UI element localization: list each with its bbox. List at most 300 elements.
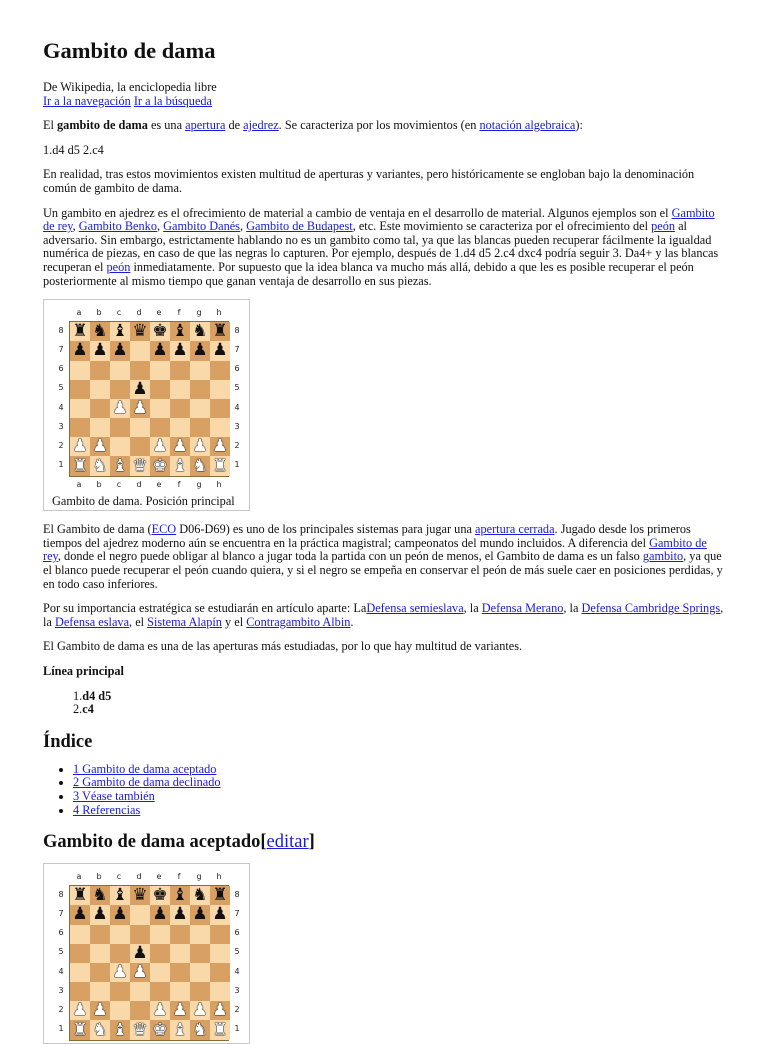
black-queen-icon: ♛ — [132, 885, 148, 906]
link-gambito[interactable]: gambito — [642, 549, 684, 564]
board-square — [170, 925, 190, 944]
rank-label: 7 — [234, 345, 240, 355]
text: ): — [575, 118, 583, 133]
rank-labels-right — [229, 885, 245, 1041]
toc-heading: Índice — [43, 731, 93, 752]
link-gambito-danes[interactable]: Gambito Danés — [163, 219, 240, 234]
board-square — [150, 322, 170, 341]
move-number: 1. — [73, 688, 83, 703]
rank-label: 8 — [234, 325, 240, 335]
text: . — [350, 614, 354, 629]
board-square — [190, 322, 210, 341]
board-square — [90, 886, 110, 905]
board-square — [70, 1020, 90, 1039]
link-cambridge-springs[interactable]: Defensa Cambridge Springs — [581, 601, 721, 616]
text: , — [72, 219, 79, 234]
search-link[interactable]: Ir a la búsqueda — [133, 93, 213, 108]
board-square — [210, 886, 230, 905]
board-square — [90, 380, 110, 399]
file-label: e — [156, 479, 162, 489]
white-bishop-icon: ♝ — [172, 1019, 188, 1040]
file-label: h — [216, 872, 222, 882]
rank-label: 2 — [58, 1005, 64, 1015]
black-rook-icon: ♜ — [212, 885, 228, 906]
board-square — [70, 380, 90, 399]
file-label: a — [76, 308, 82, 318]
rank-label: 4 — [58, 966, 64, 976]
board-square — [210, 925, 230, 944]
body-paragraph-1 — [43, 523, 724, 591]
file-label: f — [177, 479, 181, 489]
board-square — [150, 418, 170, 437]
board-square — [130, 380, 150, 399]
board-square — [210, 1020, 230, 1039]
board-square — [70, 437, 90, 456]
tagline: De Wikipedia, la enciclopedia libre — [43, 80, 217, 94]
edit-bracket: ] — [308, 832, 315, 853]
link-albin[interactable]: Contragambito Albin — [246, 614, 351, 629]
black-bishop-icon: ♝ — [172, 885, 188, 906]
rank-label: 7 — [58, 909, 64, 919]
board-square — [190, 905, 210, 924]
black-knight-icon: ♞ — [192, 885, 208, 906]
black-pawn-icon: ♟ — [152, 904, 168, 925]
article-subheader — [43, 81, 724, 108]
white-pawn-icon: ♟ — [132, 397, 148, 418]
text: , — [239, 219, 247, 234]
chess-board — [69, 885, 229, 1041]
board-square — [90, 399, 110, 418]
section-heading — [43, 831, 724, 853]
white-king-icon: ♚ — [152, 455, 168, 476]
board-square — [70, 456, 90, 475]
file-label: g — [196, 872, 202, 882]
board-square — [110, 905, 130, 924]
black-pawn-icon: ♟ — [72, 904, 88, 925]
file-label: e — [156, 308, 162, 318]
board-square — [110, 1020, 130, 1039]
white-pawn-icon: ♟ — [212, 1000, 228, 1021]
file-label: e — [156, 872, 162, 882]
board-square — [190, 456, 210, 475]
board-square — [110, 361, 130, 380]
file-label: g — [196, 479, 202, 489]
white-knight-icon: ♞ — [192, 455, 208, 476]
white-pawn-icon: ♟ — [212, 436, 228, 457]
board-square — [110, 982, 130, 1001]
black-knight-icon: ♞ — [92, 885, 108, 906]
board-square — [210, 437, 230, 456]
rank-label: 3 — [234, 985, 240, 995]
bold-term: gambito de dama — [57, 118, 148, 133]
text: de — [225, 118, 244, 133]
rank-label: 3 — [234, 421, 240, 431]
black-queen-icon: ♛ — [132, 321, 148, 342]
board-square — [130, 456, 150, 475]
white-pawn-icon: ♟ — [172, 1000, 188, 1021]
board-square — [170, 361, 190, 380]
board-square — [70, 963, 90, 982]
link-notacion[interactable]: notación algebraica — [479, 118, 576, 133]
board-square — [90, 341, 110, 360]
board-square — [110, 886, 130, 905]
link-gambito-rey[interactable]: Gambito de rey — [43, 205, 715, 234]
file-labels-top — [69, 305, 229, 321]
white-pawn-icon: ♟ — [192, 1000, 208, 1021]
body-paragraph-3: El Gambito de dama es una de las aperturas más estudiadas, por lo que hay multitud de variantes. — [43, 639, 523, 654]
move-text: c4 — [82, 702, 94, 717]
board-square — [170, 437, 190, 456]
black-bishop-icon: ♝ — [112, 321, 128, 342]
rank-label: 7 — [58, 345, 64, 355]
white-queen-icon: ♛ — [132, 1019, 148, 1040]
black-pawn-icon: ♟ — [132, 942, 148, 963]
link-ajedrez[interactable]: ajedrez — [243, 118, 279, 133]
white-pawn-icon: ♟ — [172, 436, 188, 457]
white-queen-icon: ♛ — [132, 455, 148, 476]
board-square — [170, 886, 190, 905]
main-line-list — [73, 690, 724, 717]
rank-label: 1 — [234, 1024, 240, 1034]
chess-diagram-2 — [43, 863, 250, 1044]
file-label: a — [76, 872, 82, 882]
white-bishop-icon: ♝ — [112, 455, 128, 476]
file-label: h — [216, 479, 222, 489]
board-square — [190, 418, 210, 437]
board-square — [110, 925, 130, 944]
link-merano[interactable]: Defensa Merano — [481, 601, 564, 616]
board-square — [210, 456, 230, 475]
link-eco[interactable]: ECO — [151, 522, 177, 537]
jump-links — [43, 95, 724, 109]
white-knight-icon: ♞ — [92, 455, 108, 476]
file-label: d — [136, 308, 142, 318]
rank-label: 5 — [58, 947, 64, 957]
rank-label: 8 — [58, 889, 64, 899]
text: , ya que el blanco puede recuperar el peón cuando quiera, y si el negro se empeña en conservar el peón de más suele caer en posiciones perdidas, y en todo caso inferiores. — [43, 549, 723, 591]
link-peon[interactable]: peón — [651, 219, 676, 234]
board-square — [70, 944, 90, 963]
edit-link[interactable]: editar — [266, 832, 309, 853]
board-square — [110, 963, 130, 982]
board-square — [170, 963, 190, 982]
white-pawn-icon: ♟ — [112, 397, 128, 418]
file-label: b — [96, 308, 102, 318]
link-alapin[interactable]: Sistema Alapín — [147, 614, 222, 629]
board-square — [170, 341, 190, 360]
file-label: b — [96, 479, 102, 489]
board-square — [150, 380, 170, 399]
board-square — [110, 456, 130, 475]
rank-label: 8 — [58, 325, 64, 335]
link-apertura[interactable]: apertura — [185, 118, 226, 133]
file-label: b — [96, 872, 102, 882]
rank-label: 4 — [234, 966, 240, 976]
black-king-icon: ♚ — [152, 885, 168, 906]
white-rook-icon: ♜ — [212, 455, 228, 476]
file-labels-top — [69, 869, 229, 885]
black-pawn-icon: ♟ — [172, 340, 188, 361]
board-square — [150, 925, 170, 944]
link-gambito-budapest[interactable]: Gambito de Budapest — [246, 219, 353, 234]
board-square — [210, 905, 230, 924]
board-square — [170, 944, 190, 963]
text: , — [156, 219, 164, 234]
board-square — [150, 361, 170, 380]
white-knight-icon: ♞ — [192, 1019, 208, 1040]
list-item — [73, 690, 724, 704]
board-square — [90, 1020, 110, 1039]
board-square — [210, 944, 230, 963]
board-square — [130, 1001, 150, 1020]
board-square — [190, 399, 210, 418]
white-knight-icon: ♞ — [92, 1019, 108, 1040]
board-square — [90, 944, 110, 963]
white-king-icon: ♚ — [152, 1019, 168, 1040]
black-knight-icon: ♞ — [92, 321, 108, 342]
rank-labels-left — [53, 885, 69, 1041]
rank-label: 2 — [234, 441, 240, 451]
board-square — [150, 905, 170, 924]
board-square — [90, 982, 110, 1001]
white-pawn-icon: ♟ — [92, 436, 108, 457]
text: . Se caracteriza por los movimientos (en — [278, 118, 480, 133]
board-square — [130, 925, 150, 944]
rank-label: 2 — [234, 1005, 240, 1015]
board-square — [130, 322, 150, 341]
board-square — [170, 982, 190, 1001]
text: El — [43, 118, 58, 133]
board-square — [130, 341, 150, 360]
board-square — [190, 380, 210, 399]
board-square — [70, 982, 90, 1001]
rank-label: 2 — [58, 441, 64, 451]
toc-list — [43, 763, 724, 817]
text: , la — [43, 601, 724, 629]
board-square — [190, 341, 210, 360]
toc-link[interactable]: 4 Referencias — [73, 802, 141, 817]
link-gambito-benko[interactable]: Gambito Benko — [78, 219, 157, 234]
board-square — [190, 1020, 210, 1039]
text: , etc. Este movimiento se caracteriza por el ofrecimiento del — [352, 219, 652, 234]
rank-label: 6 — [58, 364, 64, 374]
board-square — [70, 361, 90, 380]
rank-label: 5 — [234, 947, 240, 957]
diagram-caption: Gambito de dama. Posición principal — [52, 493, 235, 508]
board-square — [70, 1001, 90, 1020]
link-apertura-cerrada[interactable]: apertura cerrada — [475, 522, 555, 537]
text: , la — [463, 601, 482, 616]
board-square — [190, 437, 210, 456]
board-square — [90, 361, 110, 380]
text: Por su importancia estratégica se estudiarán en artículo aparte: La — [43, 601, 367, 616]
line-heading: Línea principal — [43, 663, 124, 678]
white-pawn-icon: ♟ — [92, 1000, 108, 1021]
white-pawn-icon: ♟ — [72, 436, 88, 457]
text: inmediatamente. Por supuesto que la idea blanca va mucho más allá, debido a que les es posible recuperar el peón posteriormente al mismo tiempo que ganan ventaja de desarrollo en sus piezas. — [43, 259, 694, 288]
link-gambito-rey-2[interactable]: Gambito de rey — [43, 535, 707, 564]
black-rook-icon: ♜ — [212, 321, 228, 342]
board-square — [110, 341, 130, 360]
board-square — [90, 905, 110, 924]
board-square — [130, 399, 150, 418]
file-label: d — [136, 479, 142, 489]
file-label: f — [177, 872, 181, 882]
board-square — [190, 925, 210, 944]
rank-label: 1 — [58, 460, 64, 470]
chess-diagram — [43, 299, 250, 511]
board-square — [90, 418, 110, 437]
black-pawn-icon: ♟ — [192, 340, 208, 361]
black-pawn-icon: ♟ — [132, 378, 148, 399]
black-pawn-icon: ♟ — [172, 904, 188, 925]
board-square — [70, 418, 90, 437]
rank-label: 3 — [58, 985, 64, 995]
board-square — [130, 1020, 150, 1039]
board-square — [130, 944, 150, 963]
black-pawn-icon: ♟ — [72, 340, 88, 361]
toc-link[interactable]: 2 Gambito de dama declinado — [73, 775, 221, 790]
rank-label: 4 — [234, 402, 240, 412]
rank-label: 6 — [234, 928, 240, 938]
toc-item — [73, 763, 724, 777]
rank-label: 6 — [58, 928, 64, 938]
board-square — [210, 322, 230, 341]
intro-paragraph-2: En realidad, tras estos movimientos existen multitud de aperturas y variantes, pero históricamente se engloban bajo la denominación común de gambito de dama. — [43, 167, 695, 195]
black-knight-icon: ♞ — [192, 321, 208, 342]
board-square — [70, 925, 90, 944]
black-pawn-icon: ♟ — [192, 904, 208, 925]
text: , donde el negro puede obligar al blanco a jugar toda la partida con un peón de menos, el Gambito de dama es un falso — [57, 549, 643, 564]
board-square — [190, 886, 210, 905]
intro-paragraph-1 — [43, 119, 724, 133]
board-square — [130, 905, 150, 924]
rank-labels-right — [229, 321, 245, 477]
rank-label: 5 — [58, 383, 64, 393]
board-square — [90, 1001, 110, 1020]
board-square — [210, 1001, 230, 1020]
board-square — [110, 1001, 130, 1020]
board-square — [210, 982, 230, 1001]
file-label: c — [116, 308, 122, 318]
board-square — [130, 437, 150, 456]
nav-link[interactable]: Ir a la navegación — [43, 93, 131, 108]
white-rook-icon: ♜ — [72, 1019, 88, 1040]
moves-line: 1.d4 d5 2.c4 — [43, 142, 104, 157]
rank-label: 1 — [58, 1024, 64, 1034]
text: , la — [563, 601, 582, 616]
board-square — [70, 905, 90, 924]
text: al adversario. Sin embargo, estrictamente hablando no es un gambito como tal, ya que las blancas pueden recuperar fácilmente la igualdad numérica de piezas, en caso de que las negras lo capturen. Por ejemplo, después de 1.d4 d5 2.c4 dxc4 podría seguir 3. Da4+ y las blancas recuperan el — [43, 219, 719, 274]
board-square — [90, 456, 110, 475]
rank-label: 4 — [58, 402, 64, 412]
toc-link[interactable]: 3 Véase también — [73, 788, 155, 803]
page-title: Gambito de dama — [43, 38, 216, 63]
board-square — [150, 982, 170, 1001]
rank-label: 3 — [58, 421, 64, 431]
rank-labels-left — [53, 321, 69, 477]
board-square — [170, 1020, 190, 1039]
board-square — [210, 341, 230, 360]
board-square — [70, 341, 90, 360]
section-title: Gambito de dama aceptado — [43, 832, 261, 853]
black-pawn-icon: ♟ — [92, 904, 108, 925]
text: . Jugado desde los primeros tiempos del ajedrez moderno aún se encuentra en la práctica magistral; campeonatos del mundo incluidos. A diferencia del — [43, 522, 691, 550]
black-rook-icon: ♜ — [72, 885, 88, 906]
toc-link[interactable]: 1 Gambito de dama aceptado — [73, 761, 217, 776]
rank-label: 8 — [234, 889, 240, 899]
rank-label: 1 — [234, 460, 240, 470]
board-square — [170, 418, 190, 437]
board-square — [130, 886, 150, 905]
file-labels-bottom — [69, 477, 229, 493]
file-label: c — [116, 872, 122, 882]
black-pawn-icon: ♟ — [92, 340, 108, 361]
board-square — [170, 380, 190, 399]
white-pawn-icon: ♟ — [72, 1000, 88, 1021]
white-bishop-icon: ♝ — [112, 1019, 128, 1040]
white-rook-icon: ♜ — [72, 455, 88, 476]
rank-label: 6 — [234, 364, 240, 374]
rank-label: 7 — [234, 909, 240, 919]
file-label: f — [177, 308, 181, 318]
link-eslava[interactable]: Defensa eslava — [54, 614, 130, 629]
white-bishop-icon: ♝ — [172, 455, 188, 476]
board-square — [170, 1001, 190, 1020]
black-pawn-icon: ♟ — [112, 904, 128, 925]
board-square — [110, 399, 130, 418]
board-square — [150, 437, 170, 456]
board-square — [150, 1020, 170, 1039]
file-label: h — [216, 308, 222, 318]
board-square — [190, 944, 210, 963]
white-rook-icon: ♜ — [212, 1019, 228, 1040]
text: es una — [147, 118, 186, 133]
black-pawn-icon: ♟ — [212, 904, 228, 925]
board-square — [130, 963, 150, 982]
link-peon-2[interactable]: peón — [106, 259, 131, 274]
board-square — [110, 380, 130, 399]
black-bishop-icon: ♝ — [112, 885, 128, 906]
board-square — [90, 925, 110, 944]
board-square — [150, 944, 170, 963]
white-pawn-icon: ♟ — [152, 1000, 168, 1021]
board-square — [70, 886, 90, 905]
text: El Gambito de dama ( — [43, 522, 152, 537]
text: y el — [221, 614, 247, 629]
move-text: d4 d5 — [82, 688, 112, 703]
board-square — [150, 886, 170, 905]
text: , el — [129, 614, 148, 629]
intro-paragraph-3 — [43, 207, 724, 289]
link-semieslava[interactable]: Defensa semieslava — [366, 601, 464, 616]
board-square — [110, 437, 130, 456]
board-square — [70, 399, 90, 418]
toc-item — [73, 790, 724, 804]
white-pawn-icon: ♟ — [112, 961, 128, 982]
board-square — [210, 418, 230, 437]
board-square — [110, 322, 130, 341]
board-square — [170, 322, 190, 341]
board-square — [150, 341, 170, 360]
toc-item — [73, 776, 724, 790]
black-pawn-icon: ♟ — [212, 340, 228, 361]
file-label: c — [116, 479, 122, 489]
list-item — [73, 703, 724, 717]
board-square — [170, 905, 190, 924]
board-square — [130, 418, 150, 437]
board-square — [70, 322, 90, 341]
